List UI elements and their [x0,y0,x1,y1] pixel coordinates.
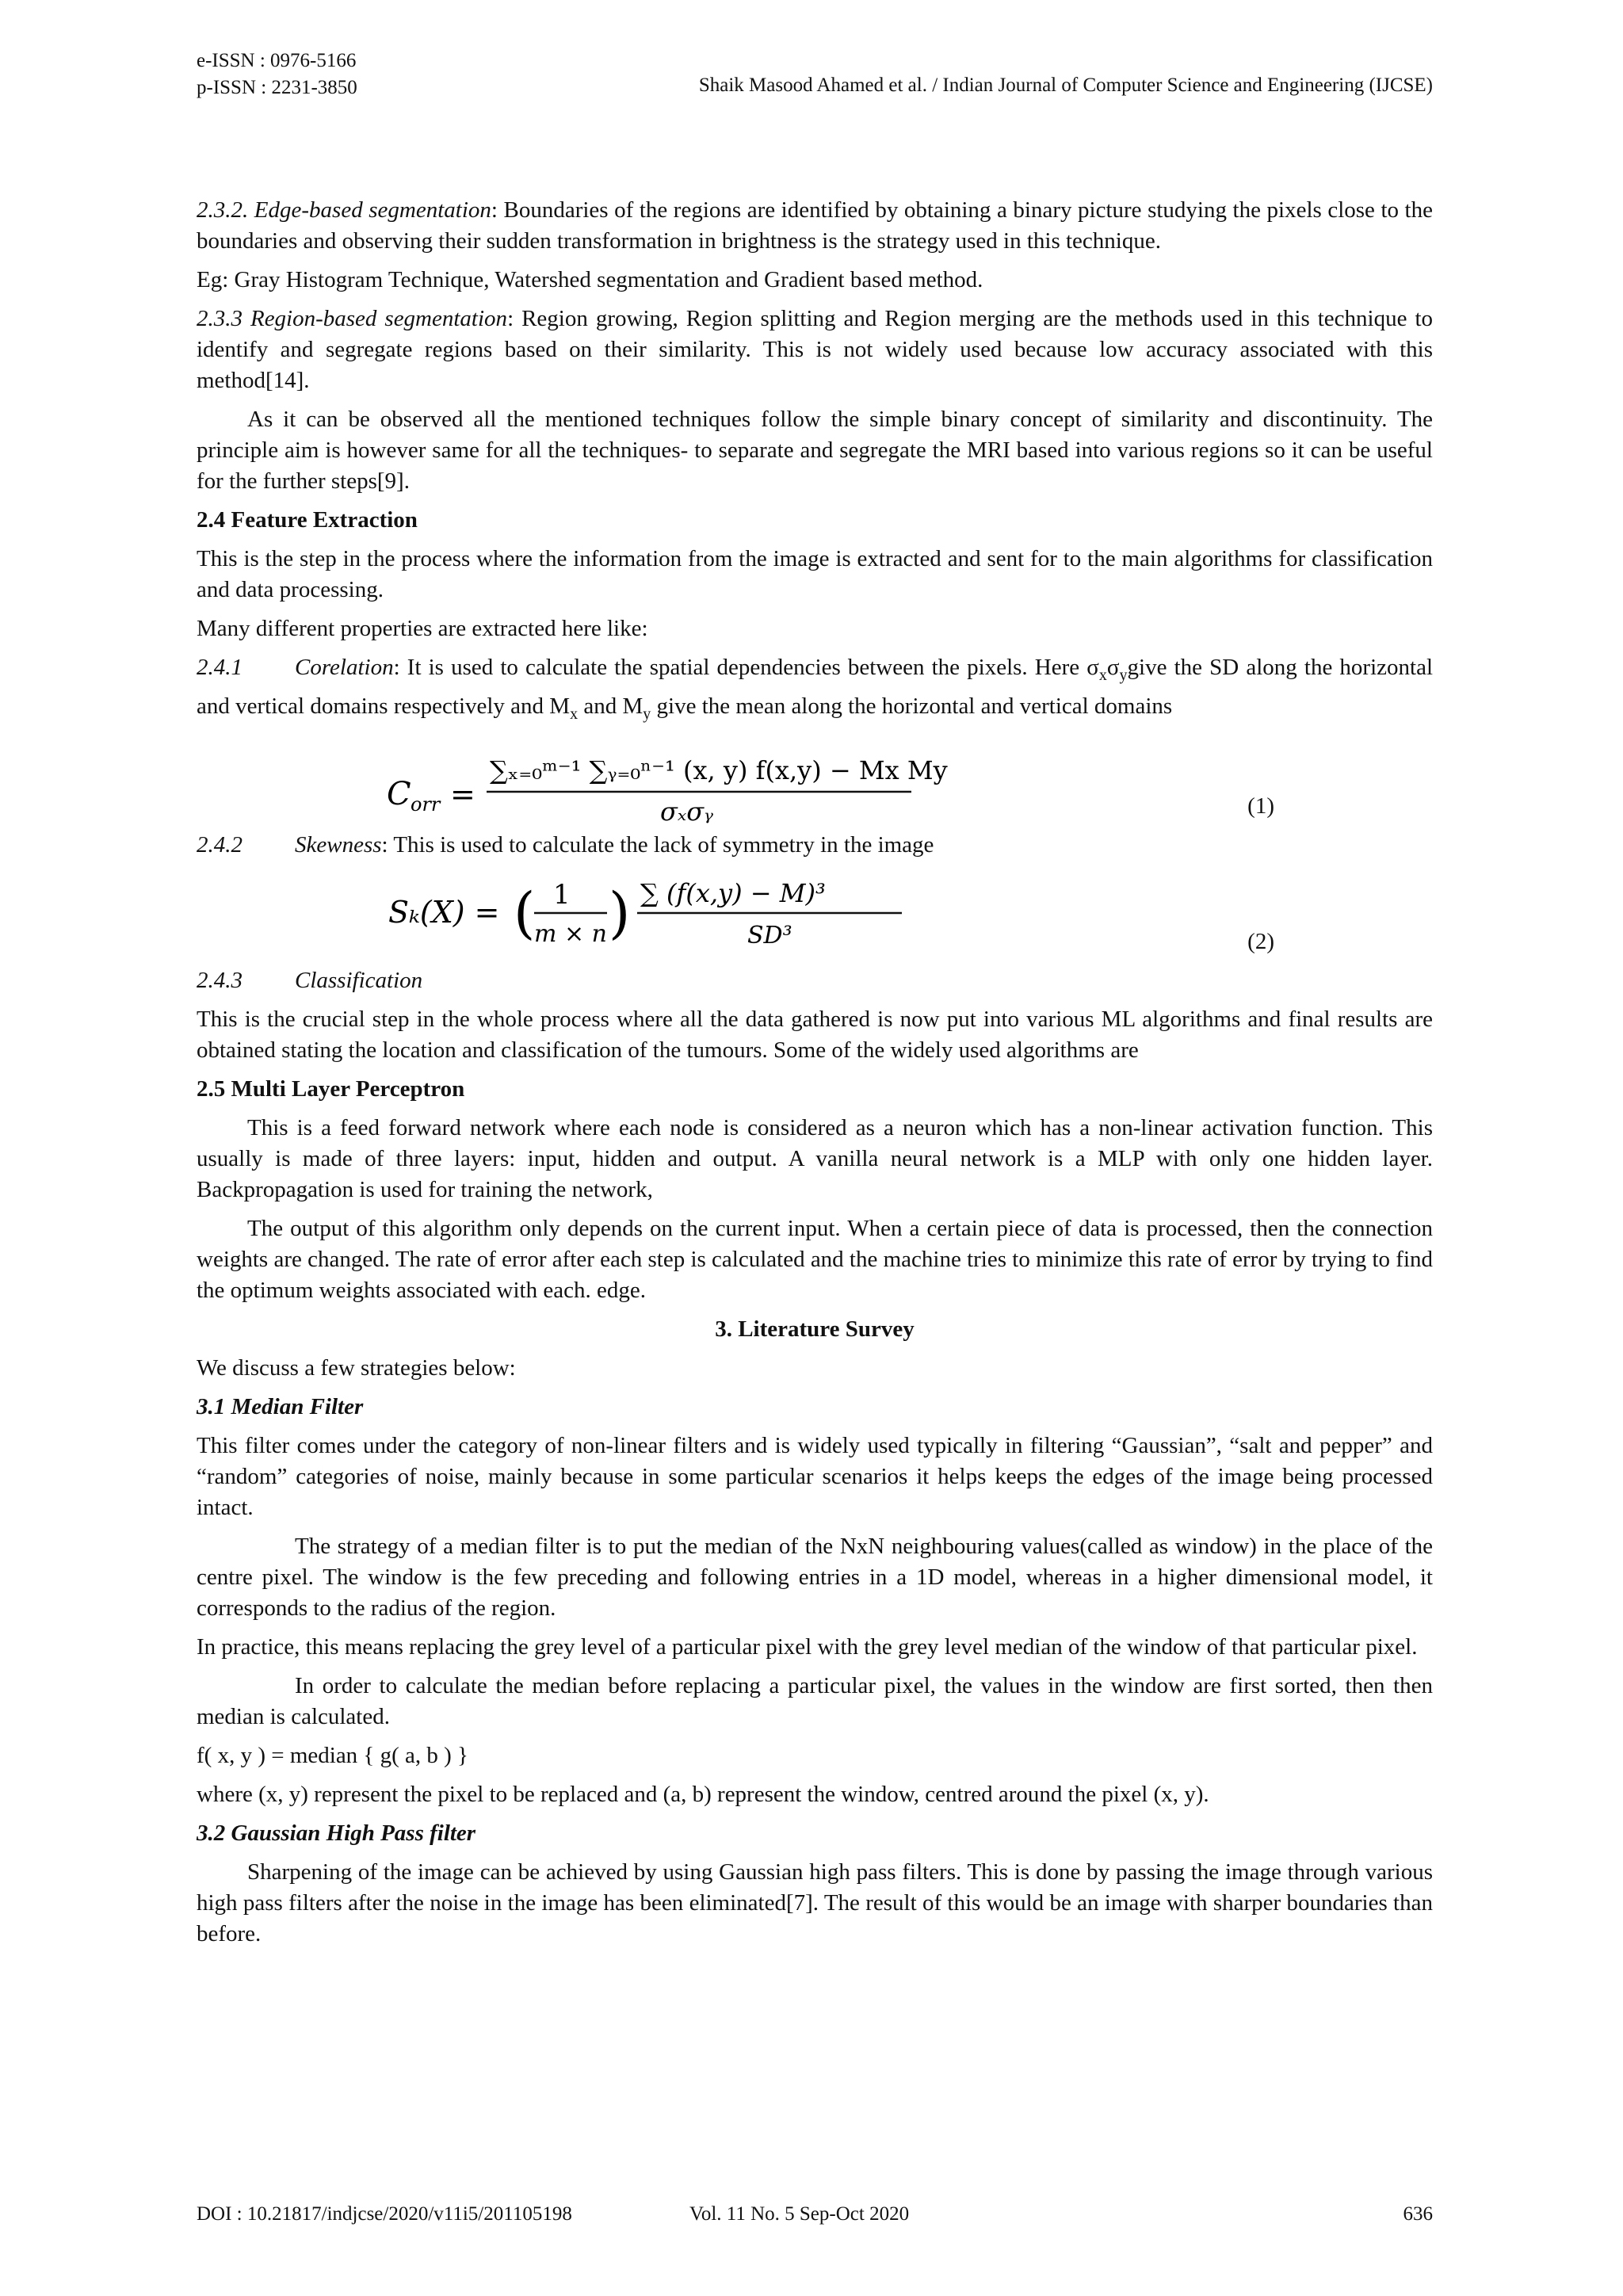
text: give the mean along the horizontal and vertical domains [651,693,1173,719]
paragraph-observed: As it can be observed all the mentioned techniques follow the simple binary concept of similarity and discontinuity. The principle aim is however same for all the techniques- to separate and segregate the MRI based into various regions so it can be useful for the further steps[9]. [197,407,1433,494]
text: : It is used to calculate the spatial dependencies between the pixels. Here σ [393,655,1099,680]
footer-doi: DOI : 10.21817/indjcse/2020/v11i5/201105198 [197,2203,572,2225]
subsection-title: Skewness [295,831,382,858]
paragraph-edge-segmentation [197,195,1433,257]
pissn: p-ISSN : 2231-3850 [197,77,357,98]
subsection-classification [197,965,1433,996]
equation-1 [197,738,1433,827]
subscript: x [1098,666,1107,684]
eq1-lhs-sub: orr [411,793,441,816]
sigma-symbol: σ [1106,655,1120,680]
equation-1-graphic [347,738,1140,827]
section-heading-median-filter: 3.1 Median Filter [197,1393,364,1419]
subsection-title: 2.3.3 Region-based segmentation [197,306,508,331]
subsection-number: 2.4.1 [197,655,242,680]
equation-2 [197,869,1433,962]
eq2-numerator: ∑ (f(x,y) − M)³ [640,877,826,908]
equation-number: (2) [1247,928,1274,954]
paragraph-properties: Many different properties are extracted here like: [197,616,648,641]
subsection-number: 2.4.3 [197,967,242,993]
paragraph-gaussian-1: Sharpening of the image can be achieved by using Gaussian high pass filters. This is done by passing the image through various high pass filters after the noise in the image has been eliminated[7]. The result of this would be an image with sharper boundaries than before. [197,1859,1433,1946]
paragraph-text: : Region growing, Region splitting and Region merging are the methods used in this technique to identify and segregate regions based on their similarity. This is not widely used because low accuracy associated with this method[14]. [197,306,1434,393]
equation-number: (1) [1247,793,1274,819]
paragraph-median-5: where (x, y) represent the pixel to be replaced and (a, b) represent the window, centred around the pixel (x, y). [197,1781,1209,1807]
subsection-title: 2.3.2. Edge-based segmentation [197,197,491,223]
paragraph-feature-extraction: This is the step in the process where the information from the image is extracted and sent for to the main algorithms for classification and data processing. [197,546,1433,602]
eq2-left-paren: ( [514,880,536,946]
subscript: x [570,705,579,723]
subsection-title: Classification [295,967,423,993]
running-header: Shaik Masood Ahamed et al. / Indian Journal of Computer Science and Engineering (IJCSE) [698,74,1433,96]
section-heading-literature-survey: 3. Literature Survey [715,1316,915,1342]
main-content [197,195,1433,1958]
paragraph-text: : Boundaries of the regions are identified by obtaining a binary picture studying the pixels close to the boundaries and observing their sudden transformation in brightness is the strategy used in this technique. [197,197,1433,254]
eq2-denominator: SD³ [747,921,792,949]
eq1-equals: = [450,776,475,812]
paragraph-mlp-1: This is a feed forward network where each node is considered as a neuron which has a non-linear activation function. This usually is made of three layers: input, hidden and output. A vanilla neural network is a MLP with only one hidden layer. Backpropagation is used for training the network, [197,1114,1433,1202]
eq2-lhs: Sₖ(X) = [388,894,500,930]
eq1-denominator: σₓσᵧ [660,796,714,827]
paragraph-median-1: This filter comes under the category of non-linear filters and is widely used typically in filtering “Gaussian”, “salt and pepper” and “random” categories of noise, mainly because in some particular scenarios it helps keeps the edges of the image being processed intact. [197,1432,1433,1520]
issn-block [197,48,357,101]
subsection-number: 2.4.2 [197,831,242,858]
eq2-right-paren: ) [609,880,631,946]
paragraph-median-3: In practice, this means replacing the grey level of a particular pixel with the grey level median of the window of that particular pixel. [197,1633,1418,1660]
paragraph-region-segmentation [197,304,1433,396]
paragraph-edge-example: Eg: Gray Histogram Technique, Watershed segmentation and Gradient based method. [197,267,983,292]
section-heading-mlp: 2.5 Multi Layer Perceptron [197,1075,465,1102]
page-number: 636 [1403,2203,1433,2225]
paragraph-corelation [197,652,1433,730]
section-heading-gaussian-filter: 3.2 Gaussian High Pass filter [197,1820,476,1846]
subscript: y [643,705,651,723]
text: and M [578,693,643,719]
eissn: e-ISSN : 0976-5166 [197,50,357,71]
subscript: y [1119,666,1128,684]
eq2-frac1-den: m × n [534,919,607,948]
paragraph-literature-intro: We discuss a few strategies below: [197,1354,516,1381]
section-heading-feature-extraction: 2.4 Feature Extraction [197,507,418,533]
footer-volume: Vol. 11 No. 5 Sep-Oct 2020 [689,2203,910,2225]
paragraph-median-4: In order to calculate the median before replacing a particular pixel, the values in the window are first sorted, then then median is calculated. [197,1672,1433,1729]
paragraph-text: : This is used to calculate the lack of symmetry in the image [381,831,934,858]
paragraph-median-2: The strategy of a median filter is to put the median of the NxN neighbouring values(called as window) in the place of the centre pixel. The window is the few preceding and following entries in a 1D model, whereas in a higher dimensional model, it corresponds to the radius of the region. [197,1533,1433,1621]
eq1-lhs: C [387,775,411,812]
text: give the SD along the horizontal and vertical domains respectively and M [197,655,1434,719]
median-formula: f( x, y ) = median { g( a, b ) } [197,1742,468,1768]
eq2-frac1-num: 1 [553,878,571,911]
paragraph-mlp-2: The output of this algorithm only depends on the current input. When a certain piece of data is processed, then the connection weights are changed. The rate of error after each step is calculated and the machine tries to minimize this rate of error by trying to find the optimum weights associated with each. edge. [197,1215,1434,1303]
paragraph-skewness [197,830,1433,861]
subsection-title: Corelation [295,655,394,680]
equation-2-graphic [347,869,1140,962]
eq1-numerator: ∑ₓ₌₀ᵐ⁻¹ ∑ᵧ₌₀ⁿ⁻¹ (x, y) f(x,y) − Mx My [490,755,948,785]
paragraph-classification: This is the crucial step in the whole process where all the data gathered is now put into various ML algorithms and final results are obtained stating the location and classification of the tumours. Some of the widely used algorithms are [197,1006,1433,1063]
